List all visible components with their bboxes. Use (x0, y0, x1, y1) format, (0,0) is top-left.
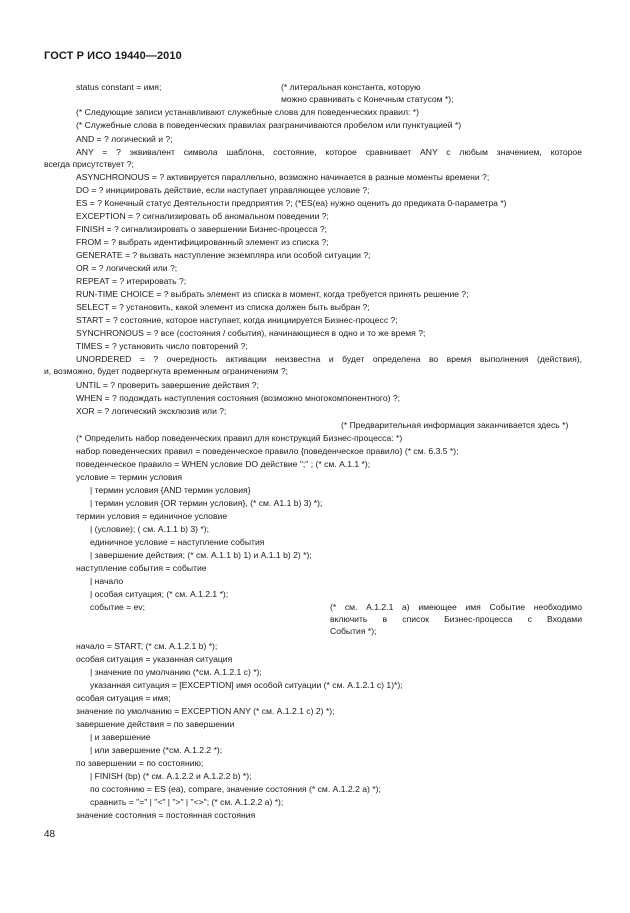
text-line: SYNCHRONOUS = ? все (состояния / события), начинающиеся в одно и то же время ?; (76, 328, 426, 338)
text-line: | особая ситуация; (* см. A.1.2.1 *); (90, 589, 229, 599)
text-line: OR = ? логический или ?; (76, 263, 178, 273)
text-line: (* Служебные слова в поведенческих правилах разграничиваются пробелом или пунктуацией *) (76, 120, 462, 130)
text-line: | завершение действия; (* см. A.1.1 b) 1) и A.1.1 b) 2) *); (90, 550, 312, 560)
text-line: START = ? состояние, которое наступает, когда инициируется Бизнес-процесс ?; (76, 315, 398, 325)
text-line: по завершении = по состоянию; (76, 758, 204, 768)
text-line: | термин условия {AND термин условия} (90, 485, 251, 495)
text-line: условие = термин условия (76, 472, 182, 482)
text-line: сравнить = "=" | "<" | ">" | "<>"; (* см. A.1.2.2 a) *); (90, 797, 284, 807)
text-line: GENERATE = ? вызвать наступление экземпляра или особой ситуации ?; (76, 250, 371, 260)
page-number: 48 (44, 829, 56, 840)
text-line: | или завершение (*см. A.1.2.2 *); (90, 745, 223, 755)
text-line: по состоянию = ES (ea), compare, значение состояния (* см. A.1.2.2 a) *); (90, 784, 381, 794)
text-line: RUN-TIME CHOICE = ? выбрать элемент из списка в момент, когда требуется принять решение ?; (76, 289, 469, 299)
text-line: начало = START; (* см. A.1.2.1 b) *); (76, 641, 218, 651)
text-line: ANY = ? эквивалент символа шаблона, состояние, которое сравнивает ANY с любым значением, которое (76, 147, 582, 157)
text-line: особая ситуация = имя; (76, 693, 171, 703)
text-line: значение состояния = постоянная состояния (76, 810, 256, 820)
text-line: (* Определить набор поведенческих правил для конструкций Бизнес-процесса: *) (76, 433, 403, 443)
text-line: | и завершение (90, 732, 151, 742)
text-line: можно сравнивать с Конечным статусом *); (281, 94, 454, 104)
text-line: XOR = ? логический эксклюзив или ?; (76, 406, 227, 416)
text-line: и, возможно, будет подвергнута временным ограничениям ?; (44, 366, 289, 376)
text-line: событие = ev; (90, 602, 146, 612)
text-line: (* Следующие записи устанавливают служебные слова для поведенческих правил: *) (76, 107, 419, 117)
text-line: наступление события = событие (76, 563, 207, 573)
text-line: REPEAT = ? итерировать ?; (76, 276, 187, 286)
text-line: UNTIL = ? проверить завершение действия ?; (76, 380, 259, 390)
text-line: WHEN = ? подождать наступления состояния (возможно многокомпонентного) ?; (76, 393, 401, 403)
text-line: status constant = имя; (76, 82, 162, 92)
text-line: | значение по умолчанию (*см. A.1.2.1 c) *); (90, 667, 262, 677)
text-line: включить в список Бизнес-процесса с Входами (330, 614, 582, 624)
text-line: FINISH = ? сигнализировать о завершении Бизнес-процесса ?; (76, 224, 327, 234)
text-line: особая ситуация = указанная ситуация (76, 654, 233, 664)
text-line: (* см. A.1.2.1 a) имеющее имя Событие необходимо (330, 602, 582, 612)
text-line: UNORDERED = ? очередность активации неизвестна и будет определена во время выполнения (действия), (76, 354, 582, 364)
text-line: завершение действия = по завершении (76, 719, 235, 729)
text-line: EXCEPTION = ? сигнализировать об аномальном поведении ?; (76, 211, 329, 221)
text-line: термин условия = единичное условие (76, 511, 228, 521)
text-line: | термин условия {OR термин условия}, (* см. A1.1 b) 3) *); (90, 498, 323, 508)
document-header: ГОСТ Р ИСО 19440—2010 (44, 50, 182, 62)
text-line: | FINISH (bp) (* см. A.1.2.2 и A.1.2.2 b) *); (90, 771, 252, 781)
text-line: FROM = ? выбрать идентифицированный элемент из списка ?; (76, 237, 329, 247)
text-line: поведенческое правило = WHEN условие DO действие ";" ; (* см. A.1.1 *); (76, 459, 371, 469)
text-line: AND = ? логический и ?; (76, 134, 173, 144)
text-line: SELECT = ? установить, какой элемент из списка должен быть выбран ?; (76, 302, 370, 312)
text-line: всегда присутствует ?; (44, 159, 134, 169)
text-line: DO = ? инициировать действие, если наступает управляющее условие ?; (76, 185, 370, 195)
text-line: набор поведенческих правил = поведенческое правило {поведенческое правило} (* см. 6.3.5 *); (76, 446, 459, 456)
text-line: События *); (330, 626, 377, 636)
text-line: единичное условие = наступление события (90, 537, 265, 547)
text-line: | начало (90, 576, 124, 586)
text-line: ASYNCHRONOUS = ? активируется параллельно, возможно начинается в разные моменты времени ?; (76, 172, 490, 182)
text-line: (* литеральная константа, которую (281, 82, 421, 92)
text-line: значение по умолчанию = EXCEPTION ANY (* см. A.1.2.1 c) 2) *); (76, 706, 335, 716)
text-line: (* Предварительная информация заканчивается здесь *) (341, 420, 569, 430)
text-line: TIMES = ? установить число повторений ?; (76, 341, 248, 351)
text-line: | (условие); ( см. A.1.1 b) 3) *); (90, 524, 209, 534)
text-line: указанная ситуация = [EXCEPTION] имя особой ситуации (* см. A.1.2.1 c) 1)*); (90, 680, 403, 690)
text-line: ES = ? Конечный статус Деятельности предприятия ?; (*ES(ea) нужно оценить до предиката 0-параметра *) (76, 198, 507, 208)
